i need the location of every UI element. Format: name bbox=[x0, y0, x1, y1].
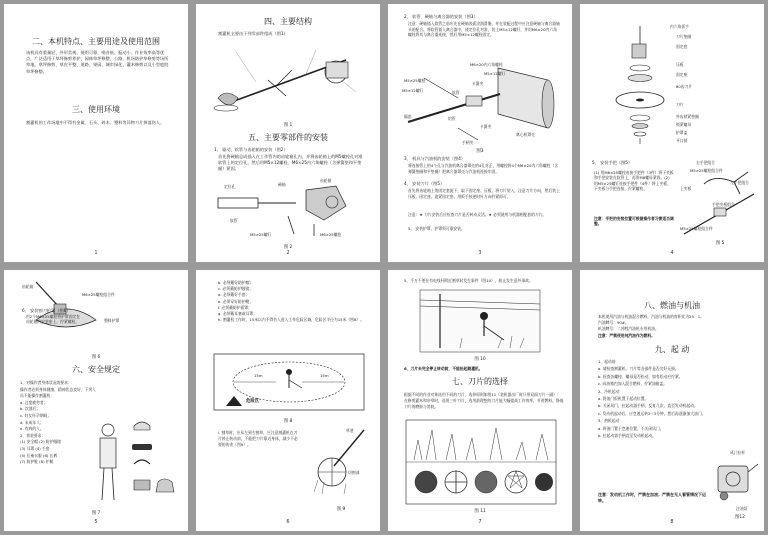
step-5-title: 5、 安装手把（图5） bbox=[592, 160, 633, 165]
safety-line: 1、对操作者身体状况的要求： bbox=[20, 380, 72, 385]
rule-i: i. 割草时，应从左到右割草，应注意割灌机在刀片停止转动前，不能把刀片靠近身体，减少不必要的伤害（图9）。 bbox=[218, 430, 298, 447]
section-7-title: 七、刀片的选择 bbox=[452, 377, 508, 386]
safety-line: d. 未成年人； bbox=[20, 419, 44, 425]
fig5-label-3: 手把夹板组合 bbox=[712, 202, 735, 207]
figure-5-caption: 图 5 bbox=[715, 241, 725, 246]
safety-line: (5) 长袖衣服 (6) 长裤 bbox=[20, 452, 58, 458]
figure-11-caption: 图 11 bbox=[474, 509, 486, 514]
section-4-title: 四、主要结构 bbox=[264, 17, 312, 26]
rule-line: b. 必须戴好防护帽； bbox=[218, 280, 254, 285]
fig5-label-1: M5×25螺栓组合件 bbox=[690, 168, 723, 173]
fig3-label-8: 卡簧夹 bbox=[480, 124, 492, 129]
part-label-6: 刀片 bbox=[676, 102, 684, 107]
fig3-label-3: 软管 bbox=[452, 90, 460, 95]
figure-10-power-line-drawing bbox=[420, 290, 540, 352]
part-label-10: 开口销 bbox=[676, 138, 688, 143]
section-4-intro: 割灌机主要由下列零部件组成（图1） bbox=[218, 31, 288, 36]
figure-10-caption: 图 10 bbox=[474, 357, 486, 362]
fig5-label-2: 左手把组合 bbox=[730, 180, 749, 185]
fig8-label-danger-zone: 危险区 bbox=[246, 399, 260, 404]
rule-line: e. 必须穿好防护靴； bbox=[218, 298, 254, 304]
figure-7-protective-gear-drawing bbox=[94, 420, 184, 520]
part-label-4: 固定座 bbox=[676, 72, 688, 77]
step-4-title: 4、 安装刀片（图5） bbox=[404, 181, 445, 186]
fig2-label-m5-screw: M5×25螺钉 bbox=[250, 232, 272, 237]
start-list bbox=[598, 358, 754, 439]
figure-12-caption: 图12 bbox=[735, 515, 745, 520]
start-line: 3、热机起动 bbox=[598, 418, 620, 424]
figure-11-blade-selection-chart bbox=[406, 420, 556, 504]
fig3-label-1: M5×12螺钉 bbox=[484, 71, 506, 76]
start-line: b. 检查各螺栓、螺母是否松动，如有松动应拧紧。 bbox=[598, 373, 683, 379]
figure-1-caption: 图 1 bbox=[283, 123, 293, 128]
part-label-5: 80齿刀片 bbox=[676, 84, 693, 89]
page-4 bbox=[580, 4, 764, 262]
safety-line: 2、着装要求： bbox=[20, 432, 46, 438]
figure-3-caption: 图3 bbox=[476, 149, 484, 154]
figure-12-carburetor-drawing bbox=[710, 456, 760, 506]
figure-2-caption: 图 2 bbox=[283, 245, 293, 250]
fig6-label-1: M6×25螺栓组合件 bbox=[82, 292, 115, 297]
section-8-title: 八、燃油与机油 bbox=[644, 301, 700, 310]
part-label-1: 刀片垫圈 bbox=[676, 34, 692, 39]
fig3-label-4: M5×25螺栓 bbox=[404, 78, 426, 83]
step-1-body: 首先将硬轴总成插入在工作管内的齿轮箱孔内，并将齿轮箱上的M5螺栓孔对准软管上的定位孔，然后用M5×12螺栓、M6×25内六角螺栓（含弹簧垫和平垫圈）紧固。 bbox=[218, 154, 363, 172]
fig5-label-0: 右手把组合 bbox=[696, 160, 715, 165]
fig8-label-15m-right: 15m bbox=[320, 373, 329, 378]
fig2-label-tube: 软管 bbox=[230, 218, 238, 223]
fuel-line: 本机使用汽油与机油混合燃料，汽油与机油的容积比为25：1。 bbox=[598, 314, 704, 319]
rule-5: 5、千万不要在有电线杆附近割草时发生事件（图10），防止发生意外事故。 bbox=[404, 278, 533, 283]
fig2-label-gearbox: 齿轮箱 bbox=[320, 178, 332, 183]
safety-line: 操作者必须身体健康，精神状态良好，下列人员不能操作割灌机： bbox=[20, 386, 96, 399]
section-3-title: 三、使用环境 bbox=[72, 105, 120, 114]
fig2-label-locating-hole: 定位孔 bbox=[224, 184, 236, 189]
page-7 bbox=[388, 270, 572, 531]
step-6-title: 6、 安装割刀护罩（图6） bbox=[22, 308, 71, 313]
fig2-label-hard-shaft: 硬轴 bbox=[278, 182, 286, 187]
safety-line: (3) 耳罩 (4) 手套 bbox=[20, 445, 50, 451]
bold-note: 注意：发动机工作时，严禁在加油；严禁在无人看管情况下运转。 bbox=[598, 492, 706, 503]
fig3-label-0: M6×20内六角螺栓 bbox=[470, 62, 503, 67]
safety-line: c. 妇女怀孕期间； bbox=[20, 412, 52, 418]
fig3-label-7: 铝管 bbox=[448, 116, 456, 121]
figure-6-caption: 图 6 bbox=[91, 355, 101, 360]
safety-line: e. 有病的人。 bbox=[20, 426, 44, 432]
step-5-note: 5、 安装护罩，护罩须可靠安装。 bbox=[408, 226, 465, 231]
page-number: 8 bbox=[670, 519, 674, 525]
fuel-line: 汽油牌号：90#。 bbox=[598, 320, 629, 326]
step-5-body: (1) 用M6×25螺栓连接手把件（3件）将下夹板和手把安装在软管上，再用M6螺母紧固。(2) 用M5×25螺钉连接手把件（4件）将上夹板、下夹板与手把连接，拧紧螺栓。 bbox=[594, 170, 674, 192]
fig12-label-primer: 注油泵 bbox=[736, 506, 748, 511]
section-9-title: 九、起 动 bbox=[654, 345, 690, 354]
part-label-2: 固定套 bbox=[676, 44, 688, 49]
section-3-body: 割灌机的工作场地中不得有金属、石头、碎木、塑料等异物刀片掉落伤人。 bbox=[26, 120, 165, 125]
step-4-note: 注意：★ 刀片安装后应检查刀片是否转动灵活。★ 必须使用与机器相配套的刀片。 bbox=[408, 212, 547, 217]
part-label-7: 外齿锁紧垫圈 bbox=[676, 114, 699, 119]
step-2-body: 注意：硬轴插入软管之前应先在硬轴表面涂润滑脂，并在装配过程中应注意硬轴与离合器轴头的配合。将软管插入离合器中，使定位孔对准，装上M5×12螺钉，并用M6×20内六角螺栓将其与离合器连接，然后用M5×12螺栓固定。 bbox=[408, 21, 560, 38]
rule-line: h. 割灌机工作时，15米以内不得有人进入工作危险区域，危险区半径为15米（图8）。 bbox=[218, 317, 364, 323]
start-line: a. 请检查割灌机、刀片等各部件是否完好无损。 bbox=[598, 366, 679, 372]
fig6-label-0: 齿轮箱 bbox=[22, 284, 34, 289]
step-2-title: 2、 软管、硬轴与离合器的安装（图3） bbox=[404, 14, 478, 19]
page-3 bbox=[388, 4, 572, 262]
rule-line: g. 必须戴耳塞或耳罩； bbox=[218, 311, 257, 317]
page-number: 1 bbox=[94, 250, 98, 256]
fig2-label-m6-bolt: M6×25螺栓 bbox=[320, 232, 342, 237]
safety-list bbox=[20, 380, 96, 466]
blade-parts-exploded-view bbox=[580, 18, 764, 148]
page-2 bbox=[196, 4, 380, 262]
page-6 bbox=[196, 270, 380, 531]
figure-7-caption: 图 7 bbox=[91, 511, 101, 516]
figure-8-danger-zone-drawing bbox=[214, 354, 364, 410]
step-5-warning: 注意：手把的安装位置可根据操作者习惯适当调整。 bbox=[594, 216, 674, 227]
start-line: c. 向油箱内加入混合燃料，拧紧油箱盖。 bbox=[598, 381, 668, 387]
rule-line: c. 必须戴防护眼镜； bbox=[218, 286, 253, 292]
fig3-label-10: 手柄夹 bbox=[462, 140, 474, 145]
fig6-label-2: 塑料护罩 bbox=[104, 318, 120, 323]
safety-line: a. 过度疲劳者； bbox=[20, 399, 48, 405]
figure-3-clutch-drawing bbox=[388, 58, 572, 146]
part-label-8: 锁紧螺母 bbox=[676, 122, 692, 127]
fuel-line: 注意：严禁使用纯汽油作为燃料。 bbox=[598, 332, 655, 338]
fuel-line: 机油牌号：二冲程汽油机专用机油。 bbox=[598, 326, 659, 332]
fig9-label-grass: 草茎 bbox=[346, 428, 354, 433]
fig12-label-choke: 风门拉杆 bbox=[730, 450, 746, 455]
start-line: 2、冷机起动 bbox=[598, 388, 620, 394]
safety-line: (7) 防护鞋 (8) 护腿 bbox=[20, 459, 54, 465]
safety-line: b. 饮酒后； bbox=[20, 406, 41, 412]
fig5-label-5: M5×25螺栓组合件 bbox=[680, 226, 713, 231]
figure-8-caption: 图 8 bbox=[283, 419, 293, 424]
safety-line: (1) 安全帽 (2) 防护眼镜 bbox=[20, 439, 61, 445]
page-number: 7 bbox=[478, 519, 482, 525]
figure-9-cutting-drawing bbox=[304, 426, 374, 500]
step-3-body: 将连接管上的4个孔与汽油机离合器罩壳的4孔对正，用螺栓将4个M6×20内六角螺栓（含弹簧垫圈和平垫圈）把离合器罩壳与汽油机连接牢固。 bbox=[408, 163, 559, 174]
rules-list bbox=[218, 280, 368, 323]
page-number: 2 bbox=[286, 250, 290, 256]
page-number: 6 bbox=[286, 519, 290, 525]
rule-line: f. 必须戴防护面罩； bbox=[218, 304, 252, 310]
part-label-3: 压板 bbox=[676, 62, 684, 67]
section-7-body: 根据不同的作业对象选用不同的刀片，选择原则如图11（装机器出厂时只带双面刀片一副）：在修剪灌木和杂草时，选用三叶刀片，选用最理想的刀片能大幅提高工作效率，节省燃料，降低刀片的磨损与消耗。 bbox=[404, 392, 564, 409]
start-line: a. 将油门扳机置于起动位置。 bbox=[598, 396, 649, 402]
fig9-label-cutting-part: 切割部 bbox=[348, 470, 360, 475]
rule-line: d. 必须戴好手套； bbox=[218, 292, 250, 298]
start-line: 1、起动前 bbox=[598, 359, 616, 364]
page-5 bbox=[4, 270, 188, 531]
start-line: a. 将油门置于怠速位置，不关闭风门。 bbox=[598, 425, 664, 431]
fig5-label-4: 上夹板 bbox=[680, 186, 692, 191]
fig8-label-15m-left: 15m bbox=[254, 373, 263, 378]
figure-1-trimmer-drawing bbox=[196, 42, 380, 122]
part-label-0: 内六角扳手 bbox=[670, 24, 689, 29]
section-5-title: 五、主要零部件的安装 bbox=[248, 133, 328, 142]
fig3-label-5: M5×12螺钉 bbox=[402, 88, 424, 93]
fig3-label-2: 卡簧夹 bbox=[472, 81, 484, 86]
fig3-label-9: 离心机罩壳 bbox=[516, 132, 535, 137]
section-2-body: 该机具有重量轻、外形美观、使用可靠、噪音低、振动小、作业效率高等优点，广泛适用于草坪修剪养护、园林草坪修整、公路、机场防护草修剪等场所草地，草坪修剪、草皮平整、道路、果园、城市绿化、灌木修剪以及小型庭院草坪修整。 bbox=[26, 50, 169, 74]
figure-9-caption: 图 9 bbox=[336, 507, 346, 512]
step-1-title: 1、 驱动、软管与齿轮箱的安装（图2） bbox=[214, 147, 288, 152]
page-1 bbox=[4, 4, 188, 262]
step-4-body: 首先将齿轮箱上的固定套旋下，取下固定座、压板，将刀片装入，注意刀片方向，然后装上压板、固定座，旋紧固定套，用扳手按逆时针方向拧紧即可。 bbox=[408, 188, 560, 199]
page-number: 4 bbox=[670, 250, 674, 256]
section-2-title: 二、本机特点、主要用途及使用范围 bbox=[32, 37, 160, 46]
page-8 bbox=[580, 270, 764, 531]
part-label-9: 护罩盖 bbox=[676, 130, 688, 135]
start-line: c. 发动机起动后，应怠速运转2~3分钟，然后再逐渐加大油门。 bbox=[598, 410, 706, 416]
page-number: 5 bbox=[94, 519, 98, 525]
section-6-title: 六、安全规定 bbox=[72, 365, 120, 374]
fig3-label-6: 隔套 bbox=[404, 114, 412, 119]
start-line: b. 拉起动器手柄直至发动机起动。 bbox=[598, 433, 656, 439]
step-3-title: 3、 机具与汽油机的安装（图4） bbox=[404, 156, 466, 161]
step-6-body: 用2个M6×25螺栓将护罩固定在齿轮箱的安装座上，拧紧螺栓。 bbox=[26, 314, 81, 325]
rule-6: 6、刀片未完全停止转动前，不能抬起割灌机。 bbox=[404, 366, 483, 371]
fuel-list bbox=[598, 314, 754, 339]
page-number: 3 bbox=[478, 250, 482, 256]
start-line: b. 关闭风门，拉起动器手柄，反复几次，直至发动机起动。 bbox=[598, 403, 698, 409]
